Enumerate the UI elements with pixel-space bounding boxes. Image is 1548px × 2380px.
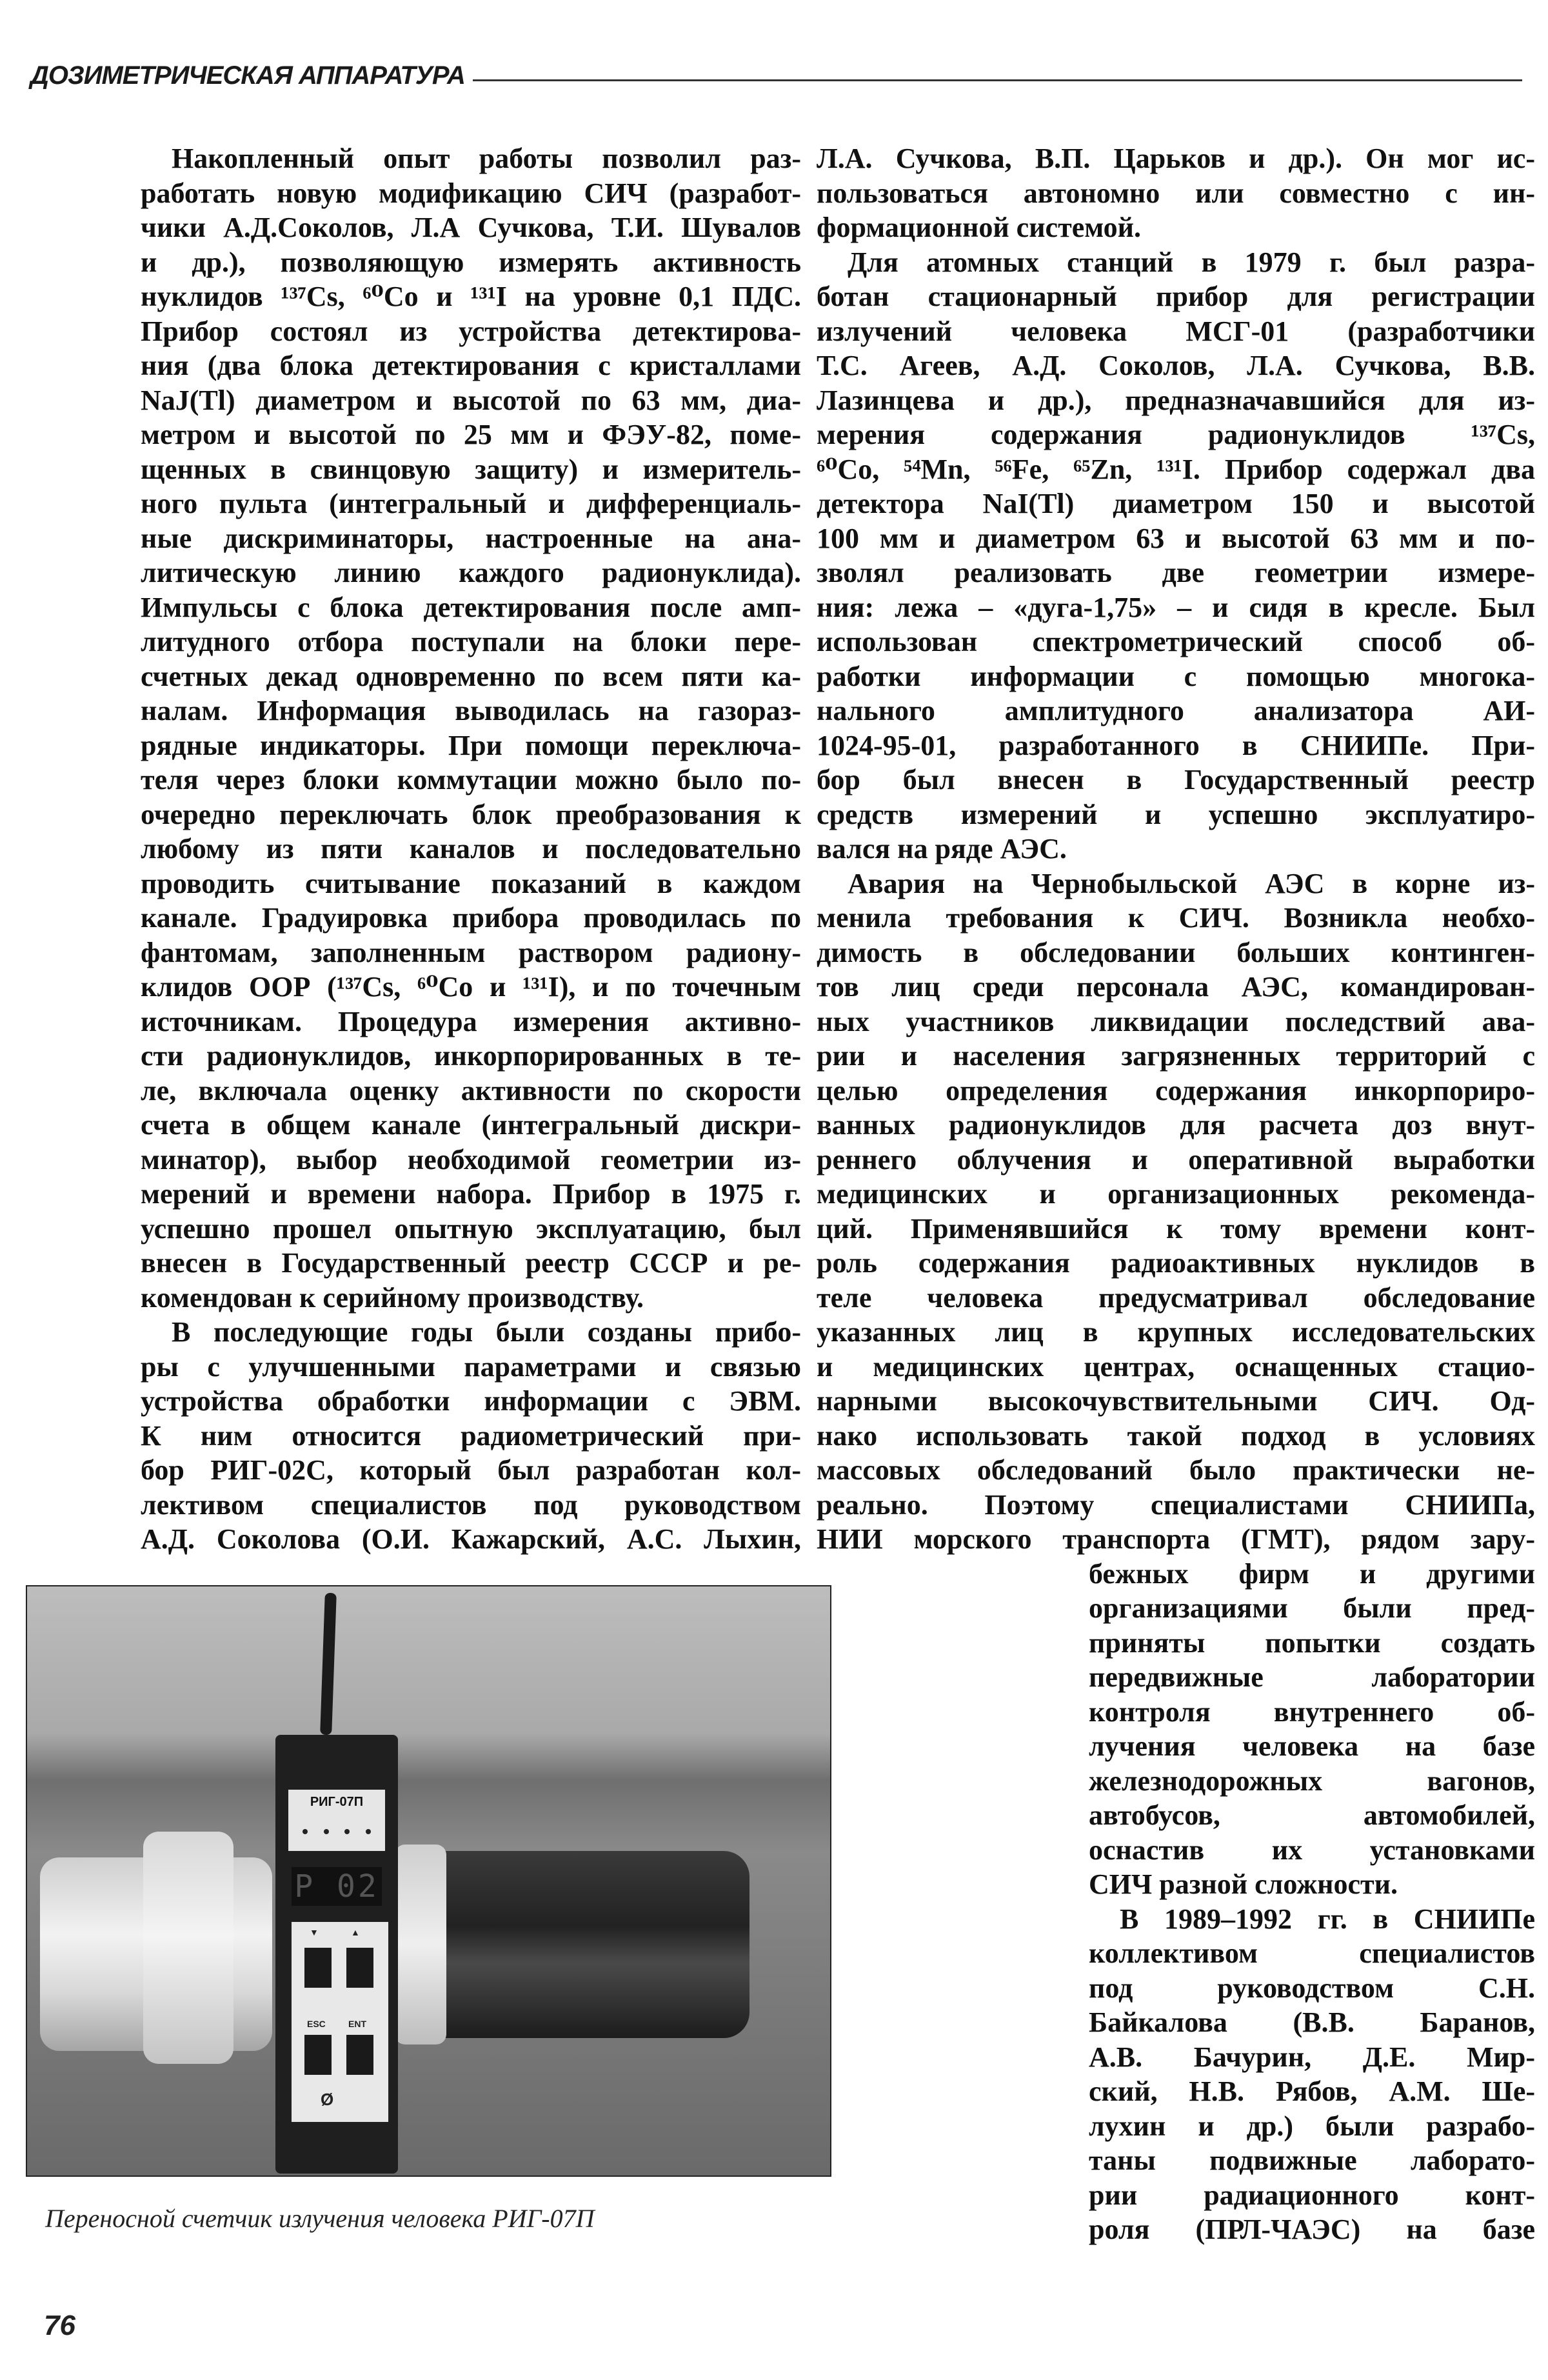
- text-line: ций. Применявшийся к тому времени конт-: [817, 1212, 1535, 1245]
- device-display: P 02: [292, 1867, 382, 1906]
- key-ent: [346, 2035, 373, 2075]
- text-line: реннего облучения и оперативной выработки: [817, 1143, 1535, 1175]
- text-line: Для атомных станций в 1979 г. был разра-: [848, 246, 1535, 278]
- text-line: лективом специалистов под руководством: [141, 1488, 801, 1521]
- text-line: лучения человека на базе: [1089, 1730, 1535, 1762]
- text-line: ных участников ликвидации последствий ава-: [817, 1005, 1535, 1037]
- text-line: автобусов, автомобилей,: [1089, 1799, 1535, 1831]
- text-line: литудного отбора поступали на блоки пере-: [141, 626, 801, 657]
- text-line: пользоваться автономно или совместно с ин-: [817, 177, 1535, 209]
- text-line: ⁶⁰Co, ⁵⁴Mn, ⁵⁶Fe, ⁶⁵Zn, ¹³¹I. Прибор содержал два: [817, 453, 1535, 485]
- ent-label: ENT: [348, 2019, 366, 2029]
- text-line: вался на ряде АЭС.: [817, 833, 1067, 865]
- text-line: ные дискриминаторы, настроенные на ана-: [141, 522, 801, 554]
- text-line: нального амплитудного анализатора АИ-: [817, 695, 1535, 726]
- text-line: ного пульта (интегральный и дифференциаль-: [141, 488, 801, 519]
- text-line: NaJ(Tl) диаметром и высотой по 63 мм, диа-: [141, 384, 801, 416]
- text-line: очередно переключать блок преобразования к: [141, 798, 801, 830]
- text-line: роль содержания радиоактивных нуклидов в: [817, 1247, 1535, 1279]
- text-line: роля (ПРЛ-ЧАЭС) на базе: [1089, 2214, 1535, 2245]
- text-line: ботан стационарный прибор для регистрации: [817, 281, 1535, 312]
- text-line: налам. Информация выводилась на газораз-: [141, 695, 801, 726]
- text-line: устройства обработки информации с ЭВМ.: [141, 1385, 801, 1417]
- text-line: нуклидов ¹³⁷Cs, ⁶⁰Co и ¹³¹I на уровне 0,1 ПДС.: [141, 281, 801, 312]
- text-line: К ним относится радиометрический при-: [141, 1419, 801, 1452]
- text-line: А.В. Бачурин, Д.Е. Мир-: [1089, 2041, 1535, 2073]
- text-line: контроля внутреннего об-: [1089, 1695, 1535, 1728]
- down-arrow-icon: ▼: [310, 1927, 319, 1937]
- text-line: медицинских и организационных рекоменда-: [817, 1178, 1535, 1210]
- text-line: Импульсы с блока детектирования после амп-: [141, 591, 801, 623]
- text-line: Прибор состоял из устройства детектирова-: [141, 315, 801, 347]
- text-line: димость в обследовании больших континген-: [817, 936, 1535, 968]
- text-line: внесен в Государственный реестр СССР и ре-: [141, 1247, 801, 1279]
- text-line: А.Д. Соколова (О.И. Кажарский, А.С. Лыхин,: [141, 1523, 801, 1555]
- text-line: и др.), позволяющую измерять активность: [141, 246, 801, 278]
- text-line: рии и населения загрязненных территорий с: [817, 1040, 1535, 1072]
- text-line: любому из пяти каналов и последовательно: [141, 833, 801, 865]
- text-line: ле, включала оценку активности по скорости: [141, 1074, 801, 1106]
- indicator-dots: [288, 1829, 385, 1834]
- text-line: излучений человека МСГ-01 (разработчики: [817, 315, 1535, 347]
- text-line: В последующие годы были созданы прибо-: [172, 1316, 801, 1348]
- text-line: зволял реализовать две геометрии измере-: [817, 557, 1535, 588]
- text-line: бежных фирм и другими: [1089, 1557, 1535, 1590]
- text-line: В 1989–1992 гг. в СНИИПе: [1120, 1903, 1535, 1935]
- text-line: рии радиационного конт-: [1089, 2179, 1535, 2211]
- text-line: канале. Градуировка прибора проводилась по: [141, 902, 801, 934]
- text-line: указанных лиц в крупных исследовательских: [817, 1316, 1535, 1348]
- key-down: [304, 1948, 332, 1988]
- right-text-column: [817, 141, 1535, 2247]
- text-line: Л.А. Сучкова, В.П. Царьков и др.). Он мог ис-: [817, 143, 1535, 174]
- text-line: бор РИГ-02С, который был разработан кол-: [141, 1454, 801, 1486]
- text-line: счетных декад одновременно по всем пяти ка-: [141, 660, 801, 692]
- text-line: Лазинцева и др.), предназначавшийся для из-: [817, 384, 1535, 416]
- text-line: оснастив их установками: [1089, 1834, 1535, 1866]
- text-line: НИИ морского транспорта (ГМТ), рядом зару-: [817, 1523, 1535, 1555]
- text-line: Накопленный опыт работы позволил раз-: [172, 143, 801, 174]
- text-line: нако использовать такой подход в условиях: [817, 1419, 1535, 1452]
- text-line: минатор), выбор необходимой геометрии из-: [141, 1143, 801, 1175]
- text-line: щенных в свинцовую защиту) и измеритель-: [141, 453, 801, 485]
- device-keypad: [292, 1922, 388, 2122]
- esc-label: ESC: [307, 2019, 326, 2029]
- text-line: метром и высотой по 25 мм и ФЭУ-82, поме-: [141, 419, 801, 450]
- text-line: ванных радионуклидов для расчета доз внут-: [817, 1109, 1535, 1141]
- text-line: средств измерений и успешно эксплуатиро-: [817, 798, 1535, 830]
- device-photo: [26, 1585, 831, 2177]
- text-line: использован спектрометрический способ об-: [817, 626, 1535, 657]
- text-line: работки информации с помощью многока-: [817, 660, 1535, 692]
- text-line: мерения содержания радионуклидов ¹³⁷Cs,: [817, 419, 1535, 450]
- text-line: лухин и др.) были разрабо-: [1089, 2110, 1535, 2142]
- key-up: [346, 1948, 373, 1988]
- rig-07p-device: [275, 1735, 398, 2174]
- text-line: ния: лежа – «дуга-1,75» – и сидя в кресле. Был: [817, 591, 1535, 623]
- text-line: счета в общем канале (интегральный дискри-: [141, 1109, 801, 1141]
- text-line: 1024-95-01, разработанного в СНИИПе. При-: [817, 729, 1535, 761]
- text-line: 100 мм и диаметром 63 и высотой 63 мм и по-: [817, 522, 1535, 554]
- text-line: нарными высокочувствительными СИЧ. Од-: [817, 1385, 1535, 1417]
- detector-ring: [143, 1832, 233, 2064]
- text-line: передвижные лаборатории: [1089, 1661, 1535, 1693]
- text-line: клидов ООР (¹³⁷Cs, ⁶⁰Co и ¹³¹I), и по точечным: [141, 971, 801, 1003]
- text-line: успешно прошел опытную эксплуатацию, был: [141, 1212, 801, 1245]
- manufacturer-logo-icon: Ø: [321, 2090, 334, 2109]
- text-line: теле человека предусматривал обследование: [817, 1281, 1535, 1314]
- text-line: рядные индикаторы. При помощи переключа-: [141, 729, 801, 761]
- text-line: железнодорожных вагонов,: [1089, 1765, 1535, 1797]
- device-label: [288, 1790, 385, 1851]
- text-line: бор был внесен в Государственный реестр: [817, 764, 1535, 795]
- text-line: проводить считывание показаний в каждом: [141, 867, 801, 899]
- text-line: чики А.Д.Соколов, Л.А Сучкова, Т.И. Шувалов: [141, 212, 801, 243]
- text-line: реально. Поэтому специалистами СНИИПа,: [817, 1488, 1535, 1521]
- text-line: ры с улучшенными параметрами и связью: [141, 1350, 801, 1383]
- text-line: целью определения содержания инкорпориро-: [817, 1074, 1535, 1106]
- text-line: под руководством С.Н.: [1089, 1972, 1535, 2004]
- detector-collar: [395, 1845, 446, 2045]
- text-line: ния (два блока детектирования с кристаллами: [141, 350, 801, 381]
- text-line: Байкалова (В.В. Баранов,: [1089, 2006, 1535, 2038]
- text-line: массовых обследований было практически не-: [817, 1454, 1535, 1486]
- text-line: сти радионуклидов, инкорпорированных в те-: [141, 1040, 801, 1072]
- text-line: менила требования к СИЧ. Возникла необхо-: [817, 902, 1535, 934]
- text-line: литическую линию каждого радионуклида).: [141, 557, 801, 588]
- text-line: детектора NaI(Tl) диаметром 150 и высотой: [817, 488, 1535, 519]
- text-line: и медицинских центрах, оснащенных стацио-: [817, 1350, 1535, 1383]
- running-header: [30, 59, 1522, 92]
- text-line: работать новую модификацию СИЧ (разработ-: [141, 177, 801, 209]
- text-line: коллективом специалистов: [1089, 1937, 1535, 1969]
- text-line: тов лиц среди персонала АЭС, командирован-: [817, 971, 1535, 1003]
- text-line: СИЧ разной сложности.: [1089, 1868, 1398, 1900]
- text-line: теля через блоки коммутации можно было по-: [141, 764, 801, 795]
- text-line: приняты попытки создать: [1089, 1626, 1535, 1659]
- text-line: мерений и времени набора. Прибор в 1975 г.: [141, 1178, 801, 1210]
- cable: [320, 1593, 337, 1735]
- text-line: организациями были пред-: [1089, 1592, 1535, 1624]
- text-line: источникам. Процедура измерения активно-: [141, 1005, 801, 1037]
- page-number: 76: [44, 2310, 75, 2341]
- device-model: РИГ-07П: [310, 1795, 364, 1809]
- section-title: ДОЗИМЕТРИЧЕСКАЯ АППАРАТУРА: [30, 61, 465, 90]
- figure-caption: Переносной счетчик излучения человека РИГ-07П: [45, 2204, 595, 2233]
- text-line: формационной системой.: [817, 212, 1141, 243]
- left-text-column: [141, 141, 801, 1557]
- text-line: фантомам, заполненным раствором радиону-: [141, 936, 801, 968]
- text-line: Т.С. Агеев, А.Д. Соколов, Л.А. Сучкова, В.В.: [817, 350, 1535, 381]
- text-line: комендован к серийному производству.: [141, 1281, 644, 1314]
- up-arrow-icon: ▲: [351, 1927, 360, 1937]
- text-line: ский, Н.В. Рябов, А.М. Ше-: [1089, 2075, 1535, 2107]
- text-line: таны подвижные лаборато-: [1089, 2145, 1535, 2176]
- text-line: Авария на Чернобыльской АЭС в корне из-: [848, 867, 1535, 899]
- header-rule: [473, 79, 1522, 81]
- key-esc: [304, 2035, 332, 2075]
